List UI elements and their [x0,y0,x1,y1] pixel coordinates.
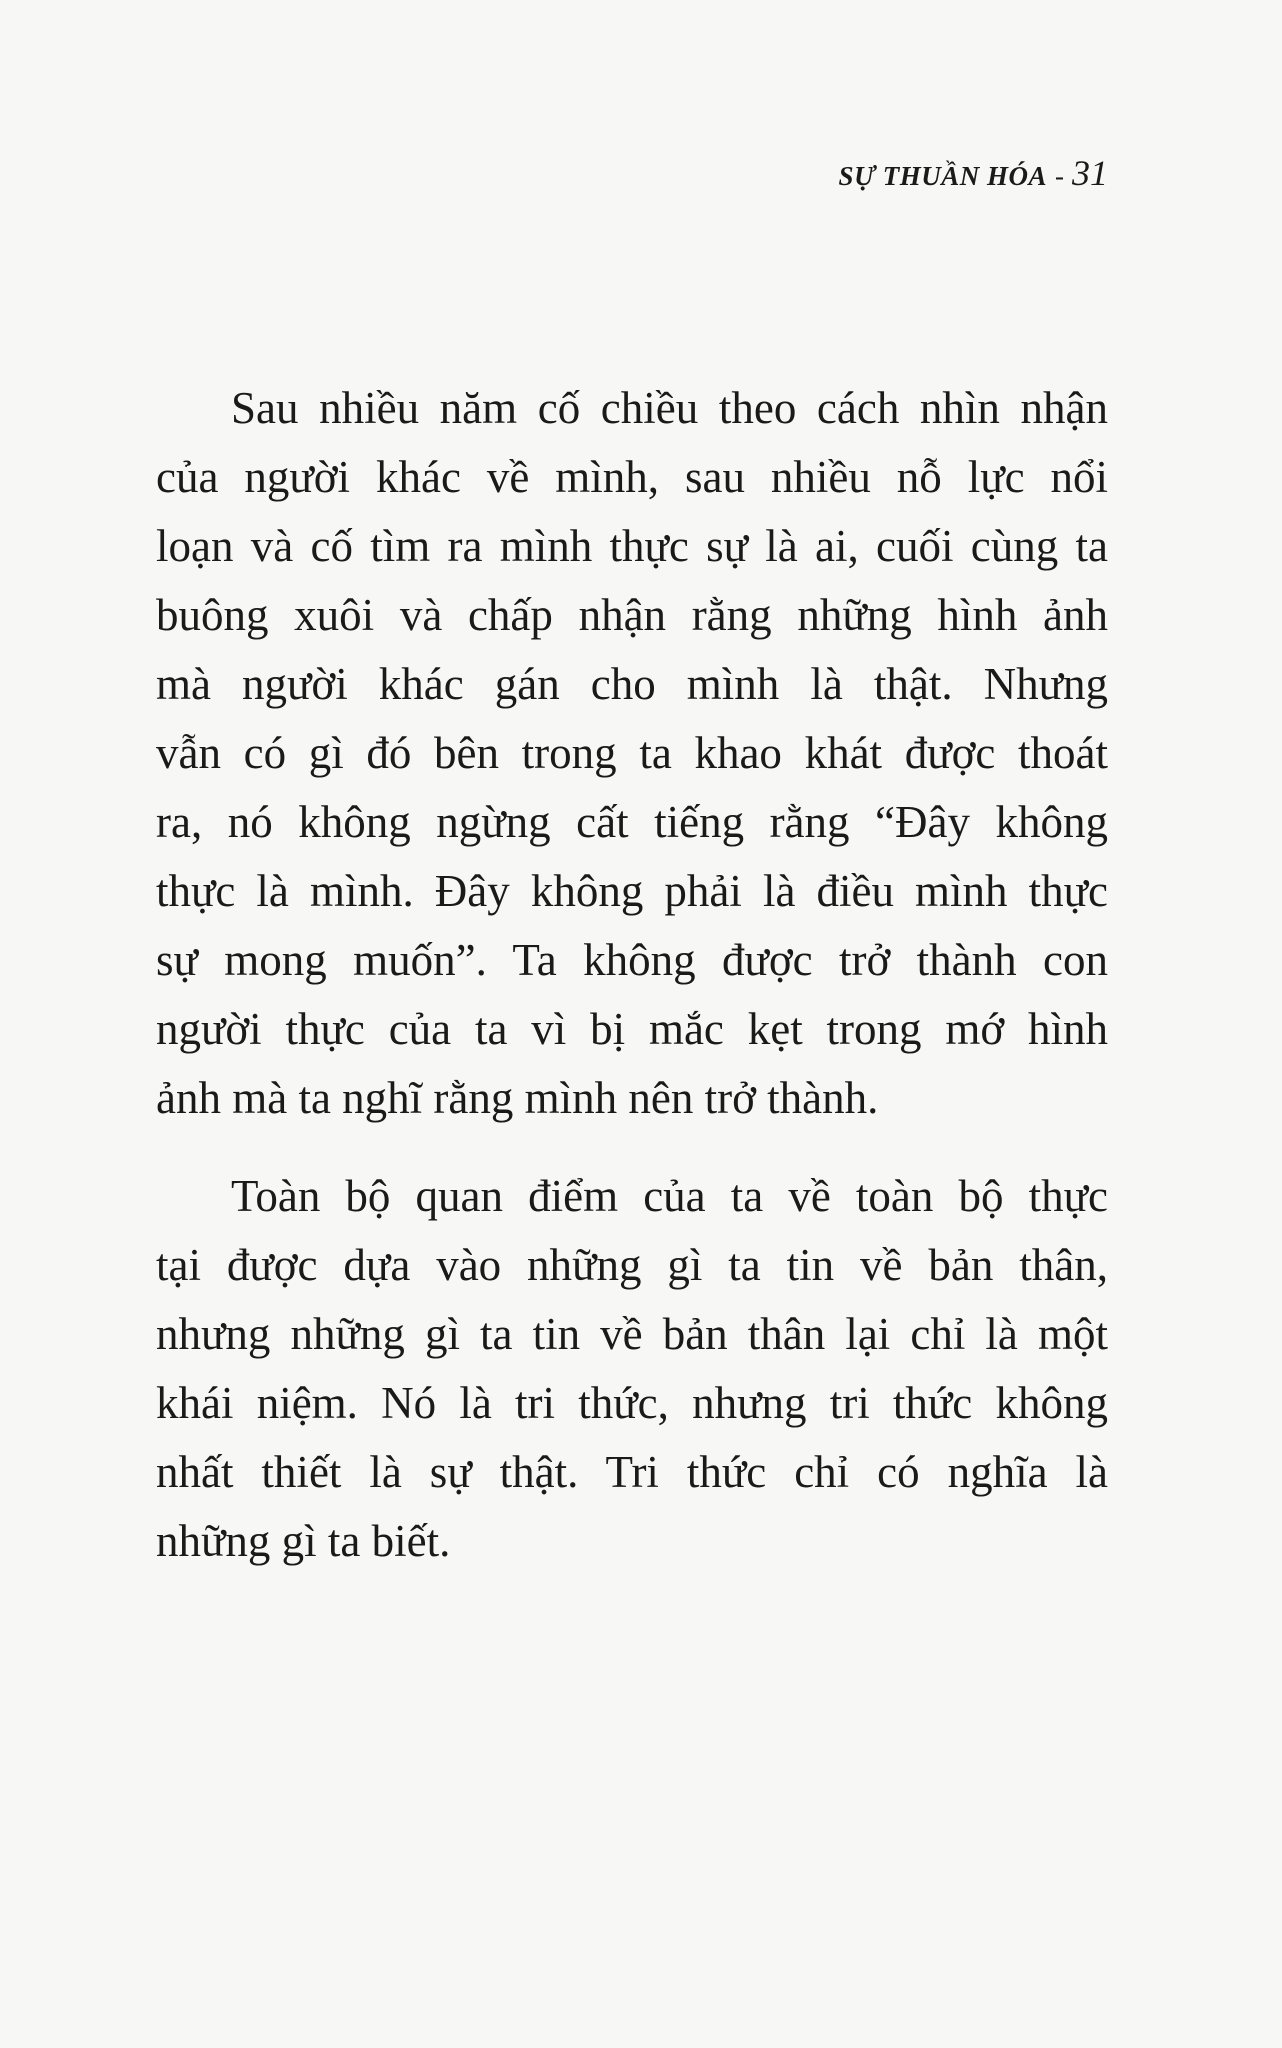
text-line: tại được dựa vào những gì ta tin về bản thân, [156,1240,1108,1290]
text-line: ra, nó không ngừng cất tiếng rằng “Đây không [156,797,1108,847]
text-line: người thực của ta vì bị mắc kẹt trong mớ hình [156,1004,1108,1054]
text-line: buông xuôi và chấp nhận rằng những hình ảnh [156,590,1108,640]
header-separator: - [1055,161,1064,191]
text-line: Toàn bộ quan điểm của ta về toàn bộ thực [231,1171,1108,1221]
text-line: vẫn có gì đó bên trong ta khao khát được thoát [156,728,1108,778]
text-line: của người khác về mình, sau nhiều nỗ lực nổi [156,452,1108,502]
text-line: những gì ta biết. [156,1516,451,1566]
text-line: Sau nhiều năm cố chiều theo cách nhìn nhận [231,383,1108,433]
text-line: loạn và cố tìm ra mình thực sự là ai, cuối cùng ta [156,521,1108,571]
paragraph-1 [156,374,1108,1133]
text-line: sự mong muốn”. Ta không được trở thành con [156,935,1108,985]
text-line: thực là mình. Đây không phải là điều mình thực [156,866,1108,916]
text-line: nhất thiết là sự thật. Tri thức chỉ có nghĩa là [156,1447,1108,1497]
running-header [839,152,1108,194]
text-line: mà người khác gán cho mình là thật. Nhưng [156,659,1108,709]
chapter-title: SỰ THUẦN HÓA [838,161,1047,191]
paragraph-2 [156,1162,1108,1576]
page-number: 31 [1072,153,1108,193]
text-line: khái niệm. Nó là tri thức, nhưng tri thức không [156,1378,1108,1428]
text-line: nhưng những gì ta tin về bản thân lại chỉ là một [156,1309,1108,1359]
text-line: ảnh mà ta nghĩ rằng mình nên trở thành. [156,1073,879,1123]
